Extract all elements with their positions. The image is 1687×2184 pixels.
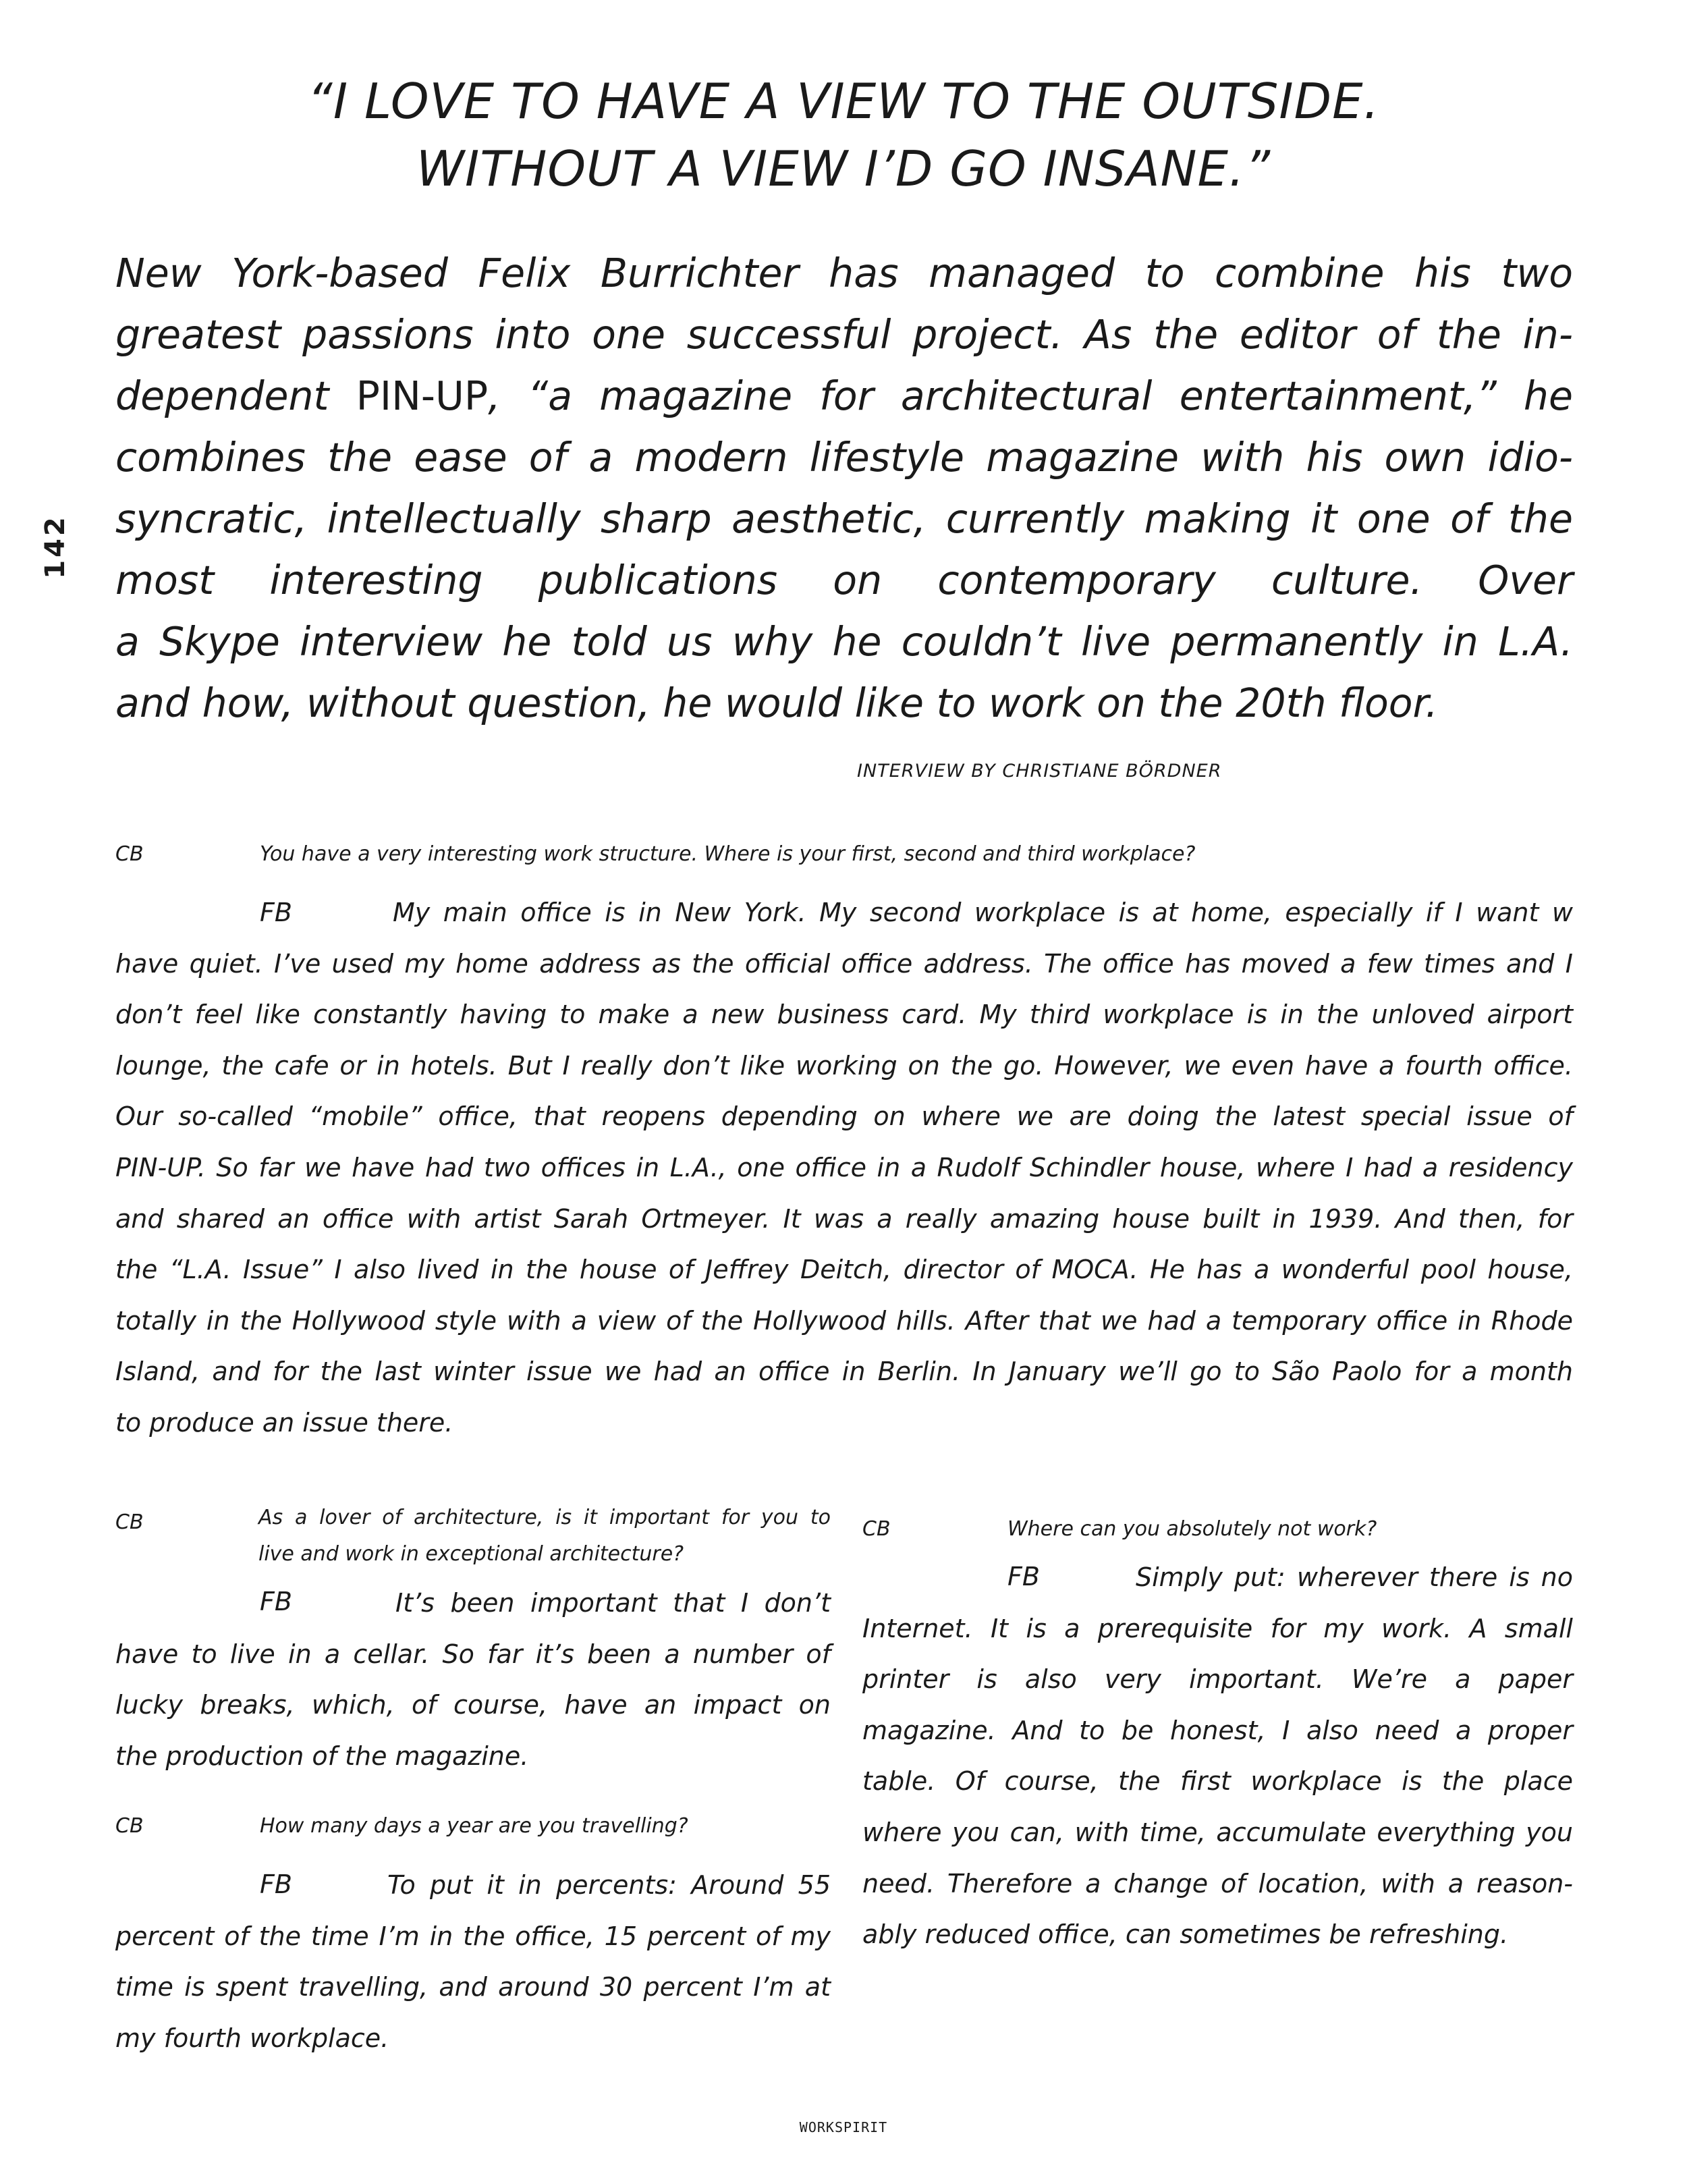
interview-byline: INTERVIEW BY CHRISTIANE BÖRDNER (857, 761, 1222, 782)
answer-line: Simply put: wherever there is no (1136, 1562, 1573, 1592)
qa2-answer (115, 1578, 831, 1782)
magazine-name: PIN-UP (356, 373, 489, 419)
answer-line: and shared an office with artist Sarah Ortmeyer. It was a really amazing house built in 1939. And then, for (115, 1203, 1573, 1234)
answer-line: lounge, the cafe or in hotels. But I really don’t like working on the go. However, we even have a fourth office. (115, 1050, 1573, 1081)
answer-line: magazine. And to be honest, I also need a proper (862, 1715, 1573, 1745)
headline-line-1: “I LOVE TO HAVE A VIEW TO THE OUTSIDE. (307, 73, 1380, 130)
qa2-speaker-cb (115, 1510, 144, 1534)
intro-line (115, 366, 1573, 427)
answer-line: printer is also very important. We’re a paper (862, 1664, 1573, 1695)
speaker-cb: CB (115, 1814, 144, 1838)
qa3-question: How many days a year are you travelling? (260, 1814, 688, 1838)
answer-line: table. Of course, the first workplace is the place (862, 1766, 1573, 1797)
intro-line-suffix: , “a magazine for architectural entertainment,” he (488, 373, 1573, 419)
answer-line: time is spent travelling, and around 30 percent I’m at (115, 1972, 831, 2002)
qa3-speaker-cb (115, 1814, 144, 1838)
page-number (35, 514, 76, 579)
answer-line: the “L.A. Issue” I also lived in the house of Jeffrey Deitch, director of MOCA. He has a wonderful pool house, (115, 1255, 1573, 1285)
headline-quote (0, 67, 1687, 202)
answer-line: where you can, with time, accumulate everything you (862, 1817, 1573, 1847)
answer-line: It’s been important that I don’t (395, 1588, 831, 1618)
answer-line: ably reduced office, can sometimes be refreshing. (862, 1919, 1509, 1950)
answer-line: my fourth workplace. (115, 2023, 389, 2053)
intro-line: combines the ease of a modern lifestyle magazine with his own idio- (115, 435, 1573, 481)
qa4-speaker-cb (862, 1517, 891, 1541)
answer-line: To put it in percents: Around 55 (387, 1870, 831, 1900)
answer-line: Our so-called “mobile” office, that reopens depending on where we are doing the latest special issue of (115, 1101, 1573, 1132)
speaker-cb: CB (115, 842, 144, 866)
qa3-answer (115, 1860, 831, 2064)
answer-line: Island, and for the last winter issue we had an office in Berlin. In January we’ll go to São Paolo for a month (115, 1357, 1573, 1387)
answer-line: totally in the Hollywood style with a view of the Hollywood hills. After that we had a temporary office in Rhode (115, 1305, 1573, 1336)
answer-line: to produce an issue there. (115, 1407, 453, 1438)
qa1-question: You have a very interesting work structure. Where is your first, second and third workplace? (260, 842, 1196, 866)
intro-line: New York-based Felix Burrichter has managed to combine his two (115, 250, 1573, 296)
speaker-cb: CB (115, 1510, 144, 1534)
intro-line: a Skype interview he told us why he couldn’t live permanently in L.A. (115, 619, 1573, 665)
answer-line: have quiet. I’ve used my home address as the official office address. The office has moved a few times and I (115, 948, 1573, 979)
intro-line: and how, without question, he would like to work on the 20th floor. (115, 680, 1438, 726)
footer-section-name: WORKSPIRIT (799, 2119, 888, 2135)
page-number-text: 142 (40, 514, 71, 579)
answer-line: lucky breaks, which, of course, have an impact on (115, 1690, 831, 1720)
qa1-question-row (115, 842, 144, 866)
answer-line: don’t feel like constantly having to make a new business card. My third workplace is in the unloved airport (115, 1000, 1573, 1030)
answer-line: PIN-UP. So far we have had two offices in L.A., one office in a Rudolf Schindler house, where I had a residency (115, 1152, 1573, 1182)
answer-line: need. Therefore a change of location, with a reason- (862, 1868, 1573, 1899)
intro-paragraph (115, 243, 1573, 734)
speaker-fb: FB (260, 1869, 292, 1899)
speaker-fb: FB (260, 898, 292, 927)
answer-line: Internet. It is a prerequisite for my work. A small (862, 1613, 1573, 1643)
answer-line: percent of the time I’m in the office, 15 percent of my (115, 1921, 831, 1951)
question-line: As a lover of architecture, is it important for you to (258, 1506, 831, 1529)
intro-line-prefix: dependent (115, 373, 356, 419)
answer-line: My main office is in New York. My second workplace is at home, especially if I want w (393, 898, 1573, 927)
headline-line-2: WITHOUT A VIEW I’D GO INSANE.” (416, 140, 1271, 197)
speaker-cb: CB (862, 1517, 891, 1541)
qa4-answer (862, 1552, 1573, 1961)
speaker-fb: FB (1007, 1562, 1040, 1591)
qa4-question: Where can you absolutely not work? (1007, 1517, 1377, 1541)
answer-line: the production of the magazine. (115, 1741, 529, 1771)
intro-line: syncratic, intellectually sharp aesthetic, currently making it one of the (115, 496, 1573, 542)
answer-line: have to live in a cellar. So far it’s been a number of (115, 1639, 831, 1669)
speaker-fb: FB (260, 1587, 292, 1616)
qa1-answer (115, 888, 1573, 1449)
qa2-question (258, 1500, 831, 1573)
intro-line: greatest passions into one successful project. As the editor of the in- (115, 312, 1573, 358)
question-line: live and work in exceptional architecture? (258, 1542, 684, 1566)
intro-line: most interesting publications on contemporary culture. Over (115, 557, 1573, 603)
